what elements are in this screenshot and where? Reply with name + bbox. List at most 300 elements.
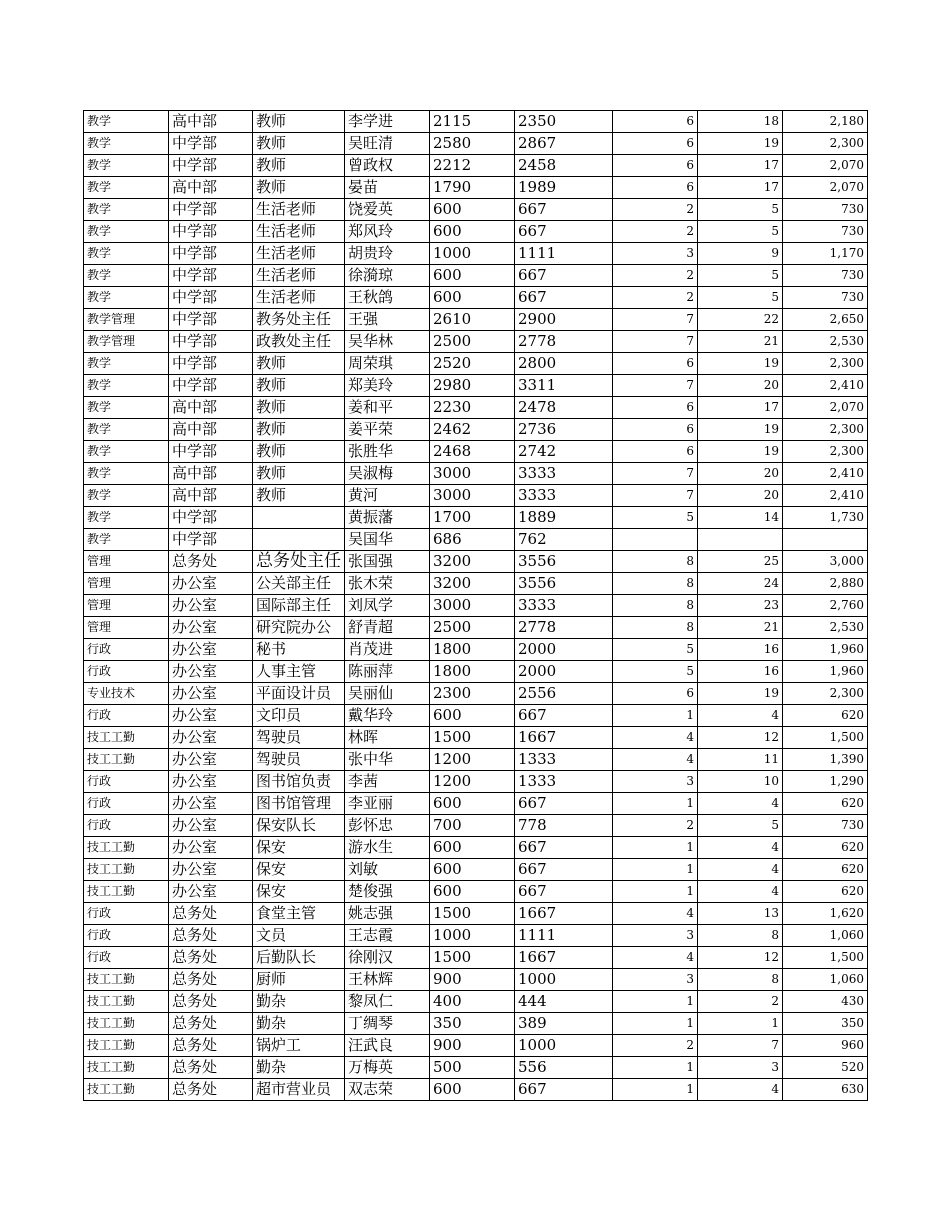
level-cell[interactable]: 5	[698, 265, 783, 287]
total-cell[interactable]: 2,300	[783, 683, 868, 705]
base-amount-cell[interactable]: 1500	[430, 947, 515, 969]
position-cell[interactable]: 厨师	[253, 969, 345, 991]
grade-cell[interactable]: 8	[613, 551, 698, 573]
gross-amount-cell[interactable]: 2350	[515, 111, 613, 133]
name-cell[interactable]: 李学进	[345, 111, 430, 133]
name-cell[interactable]: 姚志强	[345, 903, 430, 925]
base-amount-cell[interactable]: 1000	[430, 925, 515, 947]
position-cell[interactable]: 生活老师	[253, 199, 345, 221]
total-cell[interactable]: 2,410	[783, 485, 868, 507]
name-cell[interactable]: 胡贵玲	[345, 243, 430, 265]
total-cell[interactable]: 620	[783, 793, 868, 815]
grade-cell[interactable]: 1	[613, 1013, 698, 1035]
gross-amount-cell[interactable]: 667	[515, 287, 613, 309]
total-cell[interactable]: 2,530	[783, 617, 868, 639]
position-cell[interactable]: 文印员	[253, 705, 345, 727]
level-cell[interactable]: 12	[698, 947, 783, 969]
gross-amount-cell[interactable]: 2900	[515, 309, 613, 331]
total-cell[interactable]: 730	[783, 815, 868, 837]
name-cell[interactable]: 林晖	[345, 727, 430, 749]
category-cell[interactable]: 技工工勤	[84, 837, 169, 859]
gross-amount-cell[interactable]: 667	[515, 705, 613, 727]
position-cell[interactable]: 国际部主任	[253, 595, 345, 617]
grade-cell[interactable]: 7	[613, 463, 698, 485]
base-amount-cell[interactable]: 600	[430, 199, 515, 221]
level-cell[interactable]: 17	[698, 155, 783, 177]
grade-cell[interactable]: 7	[613, 485, 698, 507]
name-cell[interactable]: 吴旺清	[345, 133, 430, 155]
position-cell[interactable]: 勤杂	[253, 1057, 345, 1079]
category-cell[interactable]: 技工工勤	[84, 749, 169, 771]
category-cell[interactable]: 技工工勤	[84, 727, 169, 749]
category-cell[interactable]: 管理	[84, 573, 169, 595]
total-cell[interactable]: 2,070	[783, 397, 868, 419]
level-cell[interactable]: 17	[698, 177, 783, 199]
base-amount-cell[interactable]: 2520	[430, 353, 515, 375]
category-cell[interactable]: 教学	[84, 507, 169, 529]
base-amount-cell[interactable]: 900	[430, 969, 515, 991]
level-cell[interactable]: 4	[698, 859, 783, 881]
total-cell[interactable]	[783, 529, 868, 551]
position-cell[interactable]: 教师	[253, 485, 345, 507]
name-cell[interactable]: 舒青超	[345, 617, 430, 639]
gross-amount-cell[interactable]: 3556	[515, 551, 613, 573]
base-amount-cell[interactable]: 3000	[430, 595, 515, 617]
grade-cell[interactable]: 2	[613, 287, 698, 309]
position-cell[interactable]: 后勤队长	[253, 947, 345, 969]
level-cell[interactable]: 21	[698, 617, 783, 639]
department-cell[interactable]: 总务处	[169, 551, 253, 573]
position-cell[interactable]: 教师	[253, 133, 345, 155]
total-cell[interactable]: 1,730	[783, 507, 868, 529]
total-cell[interactable]: 730	[783, 287, 868, 309]
position-cell[interactable]: 秘书	[253, 639, 345, 661]
name-cell[interactable]: 双志荣	[345, 1079, 430, 1101]
category-cell[interactable]: 行政	[84, 705, 169, 727]
name-cell[interactable]: 戴华玲	[345, 705, 430, 727]
level-cell[interactable]: 12	[698, 727, 783, 749]
category-cell[interactable]: 教学	[84, 221, 169, 243]
position-cell[interactable]: 平面设计员	[253, 683, 345, 705]
position-cell[interactable]: 保安	[253, 859, 345, 881]
level-cell[interactable]: 23	[698, 595, 783, 617]
position-cell[interactable]: 锅炉工	[253, 1035, 345, 1057]
name-cell[interactable]: 曾政权	[345, 155, 430, 177]
position-cell[interactable]: 图书馆管理	[253, 793, 345, 815]
department-cell[interactable]: 总务处	[169, 1079, 253, 1101]
grade-cell[interactable]: 2	[613, 221, 698, 243]
gross-amount-cell[interactable]: 3333	[515, 463, 613, 485]
category-cell[interactable]: 行政	[84, 771, 169, 793]
category-cell[interactable]: 教学	[84, 199, 169, 221]
level-cell[interactable]: 25	[698, 551, 783, 573]
level-cell[interactable]: 4	[698, 837, 783, 859]
total-cell[interactable]: 1,960	[783, 661, 868, 683]
level-cell[interactable]: 24	[698, 573, 783, 595]
level-cell[interactable]: 8	[698, 969, 783, 991]
level-cell[interactable]: 19	[698, 441, 783, 463]
name-cell[interactable]: 万梅英	[345, 1057, 430, 1079]
position-cell[interactable]: 生活老师	[253, 221, 345, 243]
position-cell[interactable]: 公关部主任	[253, 573, 345, 595]
department-cell[interactable]: 总务处	[169, 925, 253, 947]
level-cell[interactable]: 1	[698, 1013, 783, 1035]
name-cell[interactable]: 张木荣	[345, 573, 430, 595]
total-cell[interactable]: 3,000	[783, 551, 868, 573]
base-amount-cell[interactable]: 600	[430, 881, 515, 903]
category-cell[interactable]: 技工工勤	[84, 859, 169, 881]
name-cell[interactable]: 李茜	[345, 771, 430, 793]
position-cell[interactable]: 保安	[253, 881, 345, 903]
department-cell[interactable]: 办公室	[169, 705, 253, 727]
level-cell[interactable]: 5	[698, 221, 783, 243]
level-cell[interactable]: 10	[698, 771, 783, 793]
category-cell[interactable]: 教学	[84, 485, 169, 507]
gross-amount-cell[interactable]: 778	[515, 815, 613, 837]
name-cell[interactable]: 楚俊强	[345, 881, 430, 903]
gross-amount-cell[interactable]: 667	[515, 1079, 613, 1101]
base-amount-cell[interactable]: 1700	[430, 507, 515, 529]
base-amount-cell[interactable]: 900	[430, 1035, 515, 1057]
base-amount-cell[interactable]: 600	[430, 221, 515, 243]
name-cell[interactable]: 刘凤学	[345, 595, 430, 617]
department-cell[interactable]: 中学部	[169, 331, 253, 353]
total-cell[interactable]: 520	[783, 1057, 868, 1079]
position-cell[interactable]	[253, 529, 345, 551]
name-cell[interactable]: 姜平荣	[345, 419, 430, 441]
gross-amount-cell[interactable]: 1111	[515, 925, 613, 947]
level-cell[interactable]: 5	[698, 287, 783, 309]
total-cell[interactable]: 1,500	[783, 947, 868, 969]
base-amount-cell[interactable]: 2980	[430, 375, 515, 397]
level-cell[interactable]: 17	[698, 397, 783, 419]
base-amount-cell[interactable]: 1200	[430, 749, 515, 771]
gross-amount-cell[interactable]: 1000	[515, 1035, 613, 1057]
category-cell[interactable]: 技工工勤	[84, 969, 169, 991]
total-cell[interactable]: 2,180	[783, 111, 868, 133]
level-cell[interactable]: 22	[698, 309, 783, 331]
grade-cell[interactable]: 6	[613, 353, 698, 375]
total-cell[interactable]: 2,650	[783, 309, 868, 331]
position-cell[interactable]	[253, 507, 345, 529]
base-amount-cell[interactable]: 3000	[430, 485, 515, 507]
position-cell[interactable]: 教师	[253, 111, 345, 133]
department-cell[interactable]: 高中部	[169, 177, 253, 199]
name-cell[interactable]: 王强	[345, 309, 430, 331]
grade-cell[interactable]: 8	[613, 617, 698, 639]
total-cell[interactable]: 1,170	[783, 243, 868, 265]
base-amount-cell[interactable]: 2500	[430, 331, 515, 353]
name-cell[interactable]: 张国强	[345, 551, 430, 573]
grade-cell[interactable]: 1	[613, 705, 698, 727]
category-cell[interactable]: 教学	[84, 287, 169, 309]
department-cell[interactable]: 办公室	[169, 595, 253, 617]
grade-cell[interactable]: 1	[613, 991, 698, 1013]
name-cell[interactable]: 吴国华	[345, 529, 430, 551]
gross-amount-cell[interactable]: 2867	[515, 133, 613, 155]
gross-amount-cell[interactable]: 2742	[515, 441, 613, 463]
position-cell[interactable]: 教师	[253, 353, 345, 375]
base-amount-cell[interactable]: 600	[430, 859, 515, 881]
department-cell[interactable]: 办公室	[169, 859, 253, 881]
position-cell[interactable]: 保安	[253, 837, 345, 859]
gross-amount-cell[interactable]: 2556	[515, 683, 613, 705]
total-cell[interactable]: 2,300	[783, 133, 868, 155]
category-cell[interactable]: 技工工勤	[84, 881, 169, 903]
base-amount-cell[interactable]: 2212	[430, 155, 515, 177]
department-cell[interactable]: 办公室	[169, 793, 253, 815]
position-cell[interactable]: 教师	[253, 177, 345, 199]
category-cell[interactable]: 技工工勤	[84, 1035, 169, 1057]
base-amount-cell[interactable]: 1800	[430, 639, 515, 661]
gross-amount-cell[interactable]: 667	[515, 881, 613, 903]
base-amount-cell[interactable]: 2462	[430, 419, 515, 441]
category-cell[interactable]: 教学	[84, 111, 169, 133]
level-cell[interactable]: 21	[698, 331, 783, 353]
category-cell[interactable]: 行政	[84, 903, 169, 925]
gross-amount-cell[interactable]: 2000	[515, 639, 613, 661]
position-cell[interactable]: 总务处主任	[253, 551, 345, 573]
department-cell[interactable]: 办公室	[169, 683, 253, 705]
grade-cell[interactable]: 5	[613, 639, 698, 661]
level-cell[interactable]: 19	[698, 419, 783, 441]
total-cell[interactable]: 2,760	[783, 595, 868, 617]
position-cell[interactable]: 教师	[253, 441, 345, 463]
total-cell[interactable]: 620	[783, 705, 868, 727]
department-cell[interactable]: 中学部	[169, 353, 253, 375]
name-cell[interactable]: 周荣琪	[345, 353, 430, 375]
gross-amount-cell[interactable]: 3311	[515, 375, 613, 397]
gross-amount-cell[interactable]: 667	[515, 793, 613, 815]
position-cell[interactable]: 文员	[253, 925, 345, 947]
total-cell[interactable]: 620	[783, 859, 868, 881]
level-cell[interactable]: 20	[698, 463, 783, 485]
position-cell[interactable]: 教师	[253, 397, 345, 419]
total-cell[interactable]: 1,060	[783, 969, 868, 991]
grade-cell[interactable]: 6	[613, 441, 698, 463]
department-cell[interactable]: 办公室	[169, 639, 253, 661]
grade-cell[interactable]: 1	[613, 859, 698, 881]
base-amount-cell[interactable]: 1800	[430, 661, 515, 683]
gross-amount-cell[interactable]: 1000	[515, 969, 613, 991]
department-cell[interactable]: 中学部	[169, 507, 253, 529]
position-cell[interactable]: 驾驶员	[253, 749, 345, 771]
name-cell[interactable]: 饶爱英	[345, 199, 430, 221]
level-cell[interactable]: 16	[698, 661, 783, 683]
base-amount-cell[interactable]: 2468	[430, 441, 515, 463]
gross-amount-cell[interactable]: 2736	[515, 419, 613, 441]
base-amount-cell[interactable]: 600	[430, 265, 515, 287]
grade-cell[interactable]: 6	[613, 177, 698, 199]
position-cell[interactable]: 驾驶员	[253, 727, 345, 749]
name-cell[interactable]: 徐刚汉	[345, 947, 430, 969]
department-cell[interactable]: 中学部	[169, 287, 253, 309]
position-cell[interactable]: 教务处主任	[253, 309, 345, 331]
name-cell[interactable]: 吴华林	[345, 331, 430, 353]
category-cell[interactable]: 行政	[84, 925, 169, 947]
name-cell[interactable]: 黎凤仁	[345, 991, 430, 1013]
name-cell[interactable]: 彭怀忠	[345, 815, 430, 837]
department-cell[interactable]: 中学部	[169, 221, 253, 243]
gross-amount-cell[interactable]: 3556	[515, 573, 613, 595]
level-cell[interactable]	[698, 529, 783, 551]
base-amount-cell[interactable]: 400	[430, 991, 515, 1013]
category-cell[interactable]: 专业技术	[84, 683, 169, 705]
department-cell[interactable]: 总务处	[169, 1013, 253, 1035]
category-cell[interactable]: 教学	[84, 419, 169, 441]
total-cell[interactable]: 2,300	[783, 353, 868, 375]
name-cell[interactable]: 黄河	[345, 485, 430, 507]
gross-amount-cell[interactable]: 1111	[515, 243, 613, 265]
level-cell[interactable]: 4	[698, 793, 783, 815]
grade-cell[interactable]: 6	[613, 133, 698, 155]
gross-amount-cell[interactable]: 1667	[515, 727, 613, 749]
level-cell[interactable]: 9	[698, 243, 783, 265]
name-cell[interactable]: 张中华	[345, 749, 430, 771]
base-amount-cell[interactable]: 1500	[430, 727, 515, 749]
position-cell[interactable]: 保安队长	[253, 815, 345, 837]
department-cell[interactable]: 办公室	[169, 573, 253, 595]
grade-cell[interactable]: 6	[613, 155, 698, 177]
gross-amount-cell[interactable]: 667	[515, 265, 613, 287]
category-cell[interactable]: 教学	[84, 397, 169, 419]
total-cell[interactable]: 2,410	[783, 375, 868, 397]
base-amount-cell[interactable]: 2610	[430, 309, 515, 331]
gross-amount-cell[interactable]: 1333	[515, 771, 613, 793]
category-cell[interactable]: 教学	[84, 375, 169, 397]
base-amount-cell[interactable]: 686	[430, 529, 515, 551]
gross-amount-cell[interactable]: 2458	[515, 155, 613, 177]
department-cell[interactable]: 办公室	[169, 881, 253, 903]
base-amount-cell[interactable]: 3000	[430, 463, 515, 485]
total-cell[interactable]: 730	[783, 265, 868, 287]
name-cell[interactable]: 陈丽萍	[345, 661, 430, 683]
name-cell[interactable]: 晏苗	[345, 177, 430, 199]
grade-cell[interactable]: 6	[613, 419, 698, 441]
level-cell[interactable]: 4	[698, 705, 783, 727]
gross-amount-cell[interactable]: 2478	[515, 397, 613, 419]
grade-cell[interactable]: 5	[613, 507, 698, 529]
position-cell[interactable]: 图书馆负责	[253, 771, 345, 793]
grade-cell[interactable]: 3	[613, 969, 698, 991]
category-cell[interactable]: 教学	[84, 265, 169, 287]
grade-cell[interactable]: 8	[613, 573, 698, 595]
total-cell[interactable]: 1,060	[783, 925, 868, 947]
position-cell[interactable]: 生活老师	[253, 287, 345, 309]
level-cell[interactable]: 5	[698, 815, 783, 837]
total-cell[interactable]: 730	[783, 199, 868, 221]
gross-amount-cell[interactable]: 762	[515, 529, 613, 551]
gross-amount-cell[interactable]: 667	[515, 837, 613, 859]
department-cell[interactable]: 高中部	[169, 463, 253, 485]
grade-cell[interactable]: 4	[613, 749, 698, 771]
category-cell[interactable]: 技工工勤	[84, 1013, 169, 1035]
name-cell[interactable]: 王志霞	[345, 925, 430, 947]
gross-amount-cell[interactable]: 2778	[515, 331, 613, 353]
category-cell[interactable]: 教学	[84, 177, 169, 199]
grade-cell[interactable]: 1	[613, 793, 698, 815]
gross-amount-cell[interactable]: 667	[515, 199, 613, 221]
department-cell[interactable]: 总务处	[169, 1057, 253, 1079]
base-amount-cell[interactable]: 350	[430, 1013, 515, 1035]
grade-cell[interactable]: 8	[613, 595, 698, 617]
grade-cell[interactable]: 6	[613, 683, 698, 705]
category-cell[interactable]: 教学	[84, 441, 169, 463]
grade-cell[interactable]: 5	[613, 661, 698, 683]
position-cell[interactable]: 政教处主任	[253, 331, 345, 353]
name-cell[interactable]: 吴丽仙	[345, 683, 430, 705]
category-cell[interactable]: 技工工勤	[84, 1079, 169, 1101]
gross-amount-cell[interactable]: 1667	[515, 903, 613, 925]
department-cell[interactable]: 中学部	[169, 441, 253, 463]
department-cell[interactable]: 总务处	[169, 1035, 253, 1057]
total-cell[interactable]: 430	[783, 991, 868, 1013]
gross-amount-cell[interactable]: 3333	[515, 595, 613, 617]
department-cell[interactable]: 办公室	[169, 815, 253, 837]
department-cell[interactable]: 总务处	[169, 969, 253, 991]
department-cell[interactable]: 中学部	[169, 199, 253, 221]
name-cell[interactable]: 游水生	[345, 837, 430, 859]
department-cell[interactable]: 总务处	[169, 991, 253, 1013]
grade-cell[interactable]: 4	[613, 727, 698, 749]
position-cell[interactable]: 人事主管	[253, 661, 345, 683]
total-cell[interactable]: 620	[783, 837, 868, 859]
position-cell[interactable]: 研究院办公	[253, 617, 345, 639]
base-amount-cell[interactable]: 1200	[430, 771, 515, 793]
department-cell[interactable]: 高中部	[169, 111, 253, 133]
grade-cell[interactable]	[613, 529, 698, 551]
position-cell[interactable]: 教师	[253, 155, 345, 177]
base-amount-cell[interactable]: 600	[430, 1079, 515, 1101]
position-cell[interactable]: 生活老师	[253, 265, 345, 287]
gross-amount-cell[interactable]: 389	[515, 1013, 613, 1035]
level-cell[interactable]: 14	[698, 507, 783, 529]
total-cell[interactable]: 2,070	[783, 177, 868, 199]
position-cell[interactable]: 生活老师	[253, 243, 345, 265]
grade-cell[interactable]: 6	[613, 111, 698, 133]
department-cell[interactable]: 办公室	[169, 837, 253, 859]
category-cell[interactable]: 技工工勤	[84, 1057, 169, 1079]
level-cell[interactable]: 3	[698, 1057, 783, 1079]
category-cell[interactable]: 教学管理	[84, 309, 169, 331]
level-cell[interactable]: 5	[698, 199, 783, 221]
name-cell[interactable]: 汪武良	[345, 1035, 430, 1057]
level-cell[interactable]: 4	[698, 881, 783, 903]
total-cell[interactable]: 2,300	[783, 441, 868, 463]
base-amount-cell[interactable]: 2300	[430, 683, 515, 705]
base-amount-cell[interactable]: 2115	[430, 111, 515, 133]
name-cell[interactable]: 张胜华	[345, 441, 430, 463]
name-cell[interactable]: 黄振藩	[345, 507, 430, 529]
department-cell[interactable]: 中学部	[169, 309, 253, 331]
department-cell[interactable]: 总务处	[169, 903, 253, 925]
total-cell[interactable]: 960	[783, 1035, 868, 1057]
category-cell[interactable]: 行政	[84, 793, 169, 815]
name-cell[interactable]: 王秋鸽	[345, 287, 430, 309]
category-cell[interactable]: 管理	[84, 551, 169, 573]
total-cell[interactable]: 2,530	[783, 331, 868, 353]
category-cell[interactable]: 教学	[84, 353, 169, 375]
level-cell[interactable]: 11	[698, 749, 783, 771]
total-cell[interactable]: 620	[783, 881, 868, 903]
category-cell[interactable]: 技工工勤	[84, 991, 169, 1013]
grade-cell[interactable]: 3	[613, 243, 698, 265]
grade-cell[interactable]: 7	[613, 375, 698, 397]
gross-amount-cell[interactable]: 2778	[515, 617, 613, 639]
gross-amount-cell[interactable]: 444	[515, 991, 613, 1013]
category-cell[interactable]: 教学	[84, 243, 169, 265]
department-cell[interactable]: 中学部	[169, 133, 253, 155]
